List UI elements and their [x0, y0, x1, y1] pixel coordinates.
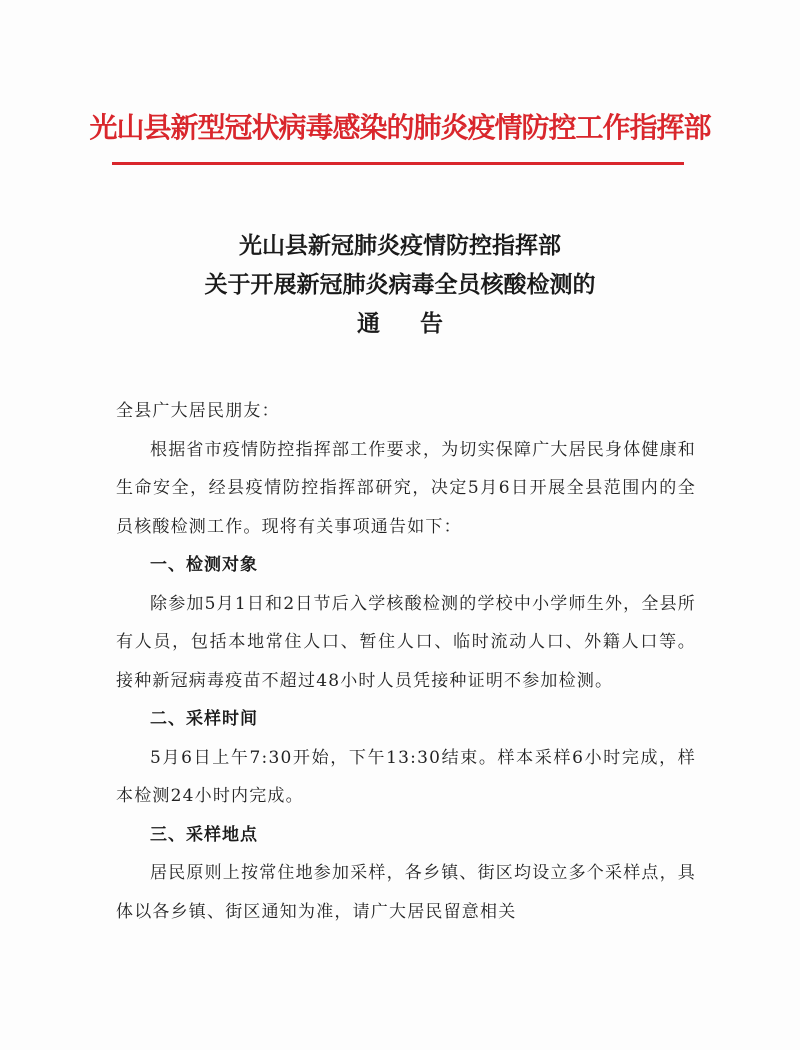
notice-body [116, 392, 696, 931]
notice-title [0, 226, 800, 343]
section-heading-1: 一、检测对象 [150, 555, 258, 575]
notice-title-line-2: 关于开展新冠肺炎病毒全员核酸检测的 [204, 271, 596, 298]
section-text-3: 居民原则上按常住地参加采样，各乡镇、街区均设立多个采样点，具体以各乡镇、街区通知为准，请广大居民留意相关 [116, 863, 696, 922]
letterhead-org-name: 光山县新型冠状病毒感染的肺炎疫情防控工作指挥部 [89, 111, 711, 144]
section-text-2: 5月6日上午7:30开始，下午13:30结束。样本采样6小时完成，样本检测24小时内完成。 [116, 747, 696, 806]
letterhead-red-divider [112, 162, 684, 165]
intro-paragraph: 根据省市疫情防控指挥部工作要求，为切实保障广大居民身体健康和生命安全，经县疫情防控指挥部研究，决定5月6日开展全县范围内的全员核酸检测工作。现将有关事项通告如下： [116, 439, 696, 537]
notice-title-line-1: 光山县新冠肺炎疫情防控指挥部 [239, 232, 561, 259]
section-heading-3: 三、采样地点 [150, 824, 258, 845]
section-text-1: 除参加5月1日和2日节后入学核酸检测的学校中小学师生外，全县所有人员，包括本地常住人口、暂住人口、临时流动人口、外籍人口等。接种新冠病毒疫苗不超过48小时人员凭接种证明不参加检测。 [116, 593, 696, 691]
section-heading-2: 二、采样时间 [150, 709, 258, 729]
notice-title-line-3: 通告 [357, 310, 483, 337]
greeting: 全县广大居民朋友： [116, 401, 280, 421]
